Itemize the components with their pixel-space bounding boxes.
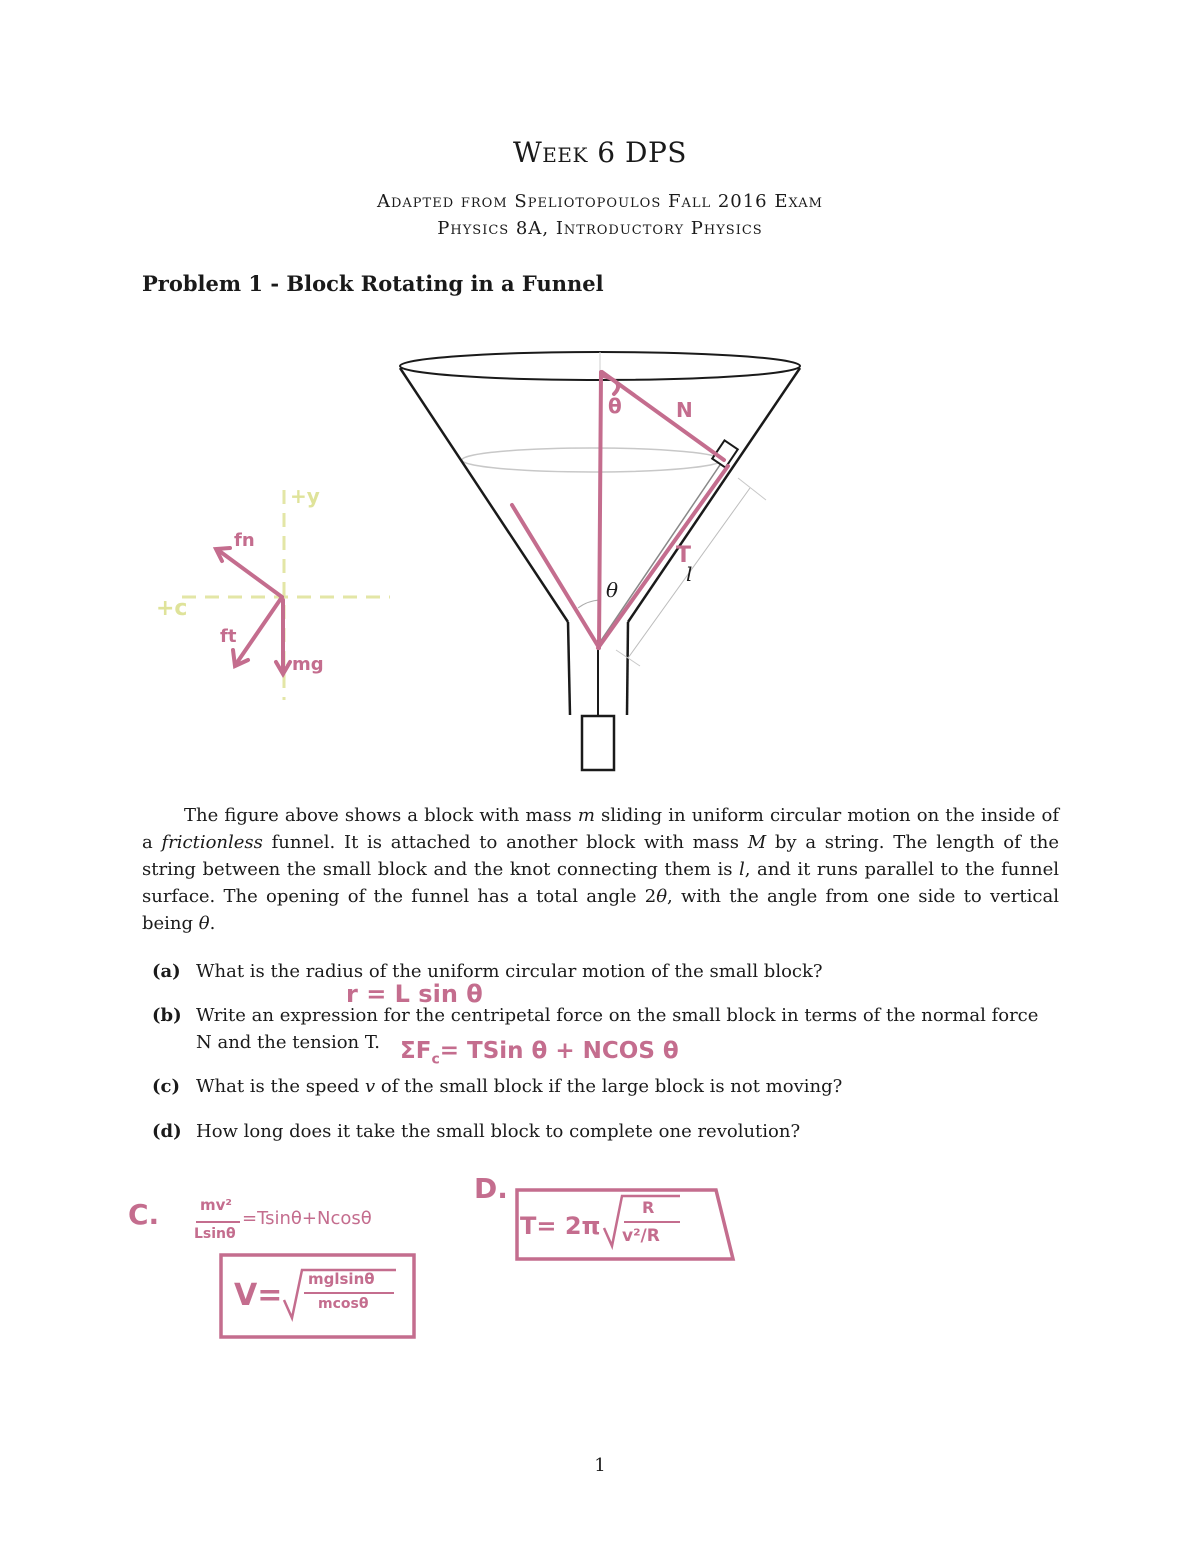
paragraph-text — [142, 805, 1059, 934]
ft-arrow — [236, 597, 282, 664]
question-a-text: What is the radius of the uniform circular motion of the small block? — [196, 961, 823, 982]
answer-c-sqrt-num: mglsinθ — [308, 1270, 375, 1288]
answer-c-num: mv² — [200, 1196, 232, 1214]
hand-fn: fn — [234, 530, 255, 551]
pink-left-line — [512, 505, 598, 646]
answer-c-v: V= — [234, 1278, 283, 1313]
question-c-text-pre: What is the speed — [196, 1076, 366, 1097]
page-title: Week 6 DPS — [512, 136, 687, 169]
question-d — [152, 1118, 1059, 1145]
question-c-text-post: of the small block if the large block is not moving? — [375, 1076, 843, 1097]
funnel-level — [462, 448, 722, 472]
answer-d-den: v²/R — [622, 1226, 660, 1246]
paragraph-segment: sliding in uniform circular motion on the inside of a — [142, 805, 1059, 853]
pink-tension-line — [598, 466, 728, 648]
answer-b-rhs: = TSin θ + NCOS θ — [439, 1038, 679, 1064]
question-d-text: How long does it take the small block to complete one revolution? — [196, 1121, 801, 1142]
question-b-label: (b) — [152, 1005, 182, 1026]
theta-label: θ — [606, 578, 619, 602]
hand-plus-y: +y — [290, 484, 320, 508]
answer-b-sum: ΣF — [400, 1038, 432, 1064]
subtitle-course: Physics 8A, Introductory Physics — [437, 218, 763, 239]
free-body-forces — [216, 548, 290, 674]
hand-plus-c: +c — [156, 596, 188, 621]
paragraph-segment: , with the angle from one side to vertical being — [142, 886, 1059, 934]
paragraph-segment: . — [209, 913, 216, 934]
length-tick-top — [738, 478, 766, 500]
answer-d-t: T= 2π — [520, 1212, 601, 1240]
funnel-left-wall — [400, 368, 568, 622]
hand-theta: θ — [608, 394, 622, 418]
problem-heading: Problem 1 - Block Rotating in a Funnel — [142, 271, 604, 296]
answer-b-sub: c — [431, 1051, 440, 1068]
funnel-right-wall — [628, 368, 800, 622]
paragraph-segment: funnel. It is attached to another block with mass — [262, 832, 748, 853]
answer-c-sqrt-den: mcosθ — [318, 1296, 369, 1312]
answer-c-rhs: =Tsinθ+Ncosθ — [242, 1208, 372, 1229]
hand-mg: mg — [292, 654, 324, 675]
paragraph-segment: frictionless — [161, 832, 263, 853]
paragraph-segment: θ — [198, 913, 210, 934]
answer-a: r = L sin θ — [346, 980, 483, 1008]
question-a — [152, 958, 1059, 985]
page-number: 1 — [594, 1455, 606, 1476]
question-a-label: (a) — [152, 961, 181, 982]
question-c — [152, 1073, 1059, 1100]
theta-arc — [578, 600, 600, 608]
hand-n: N — [676, 398, 693, 422]
hand-ft: ft — [220, 626, 237, 647]
answer-c-den: Lsinθ — [194, 1226, 236, 1242]
paragraph-segment: θ — [656, 886, 668, 907]
paragraph-segment: , and it runs parallel to the funnel surface. The opening of the funnel has a total angle 2 — [142, 859, 1059, 907]
spout-left — [568, 622, 570, 715]
hanging-block — [582, 716, 614, 770]
paragraph-segment: l — [739, 859, 745, 880]
pink-theta-arc — [603, 376, 618, 394]
question-b-text: Write an expression for the centripetal force on the small block in terms of the normal force — [196, 1005, 1039, 1026]
paragraph-segment: by a string. The length of the string between the small block and the knot connecting them is — [142, 832, 1060, 880]
hand-t: T — [676, 543, 692, 568]
subtitle-source: Adapted from Speliotopoulos Fall 2016 Exam — [377, 191, 823, 212]
paragraph-segment: The figure above shows a block with mass — [184, 805, 578, 826]
question-c-var: v — [365, 1076, 376, 1097]
length-label: l — [686, 562, 693, 586]
question-d-label: (d) — [152, 1121, 182, 1142]
paragraph-segment: m — [577, 805, 595, 826]
answer-c-label: C. — [128, 1198, 160, 1231]
question-c-label: (c) — [152, 1076, 180, 1097]
pink-vertical — [599, 372, 601, 648]
problem-paragraph — [142, 802, 1059, 937]
fn-arrow — [218, 550, 282, 597]
answer-d-label: D. — [474, 1172, 508, 1205]
spout-right — [627, 622, 628, 715]
answer-d-num: R — [642, 1198, 655, 1217]
paragraph-segment: M — [747, 832, 767, 853]
question-b-text-cont: N and the tension T. — [196, 1032, 380, 1053]
answer-b — [400, 1038, 679, 1068]
